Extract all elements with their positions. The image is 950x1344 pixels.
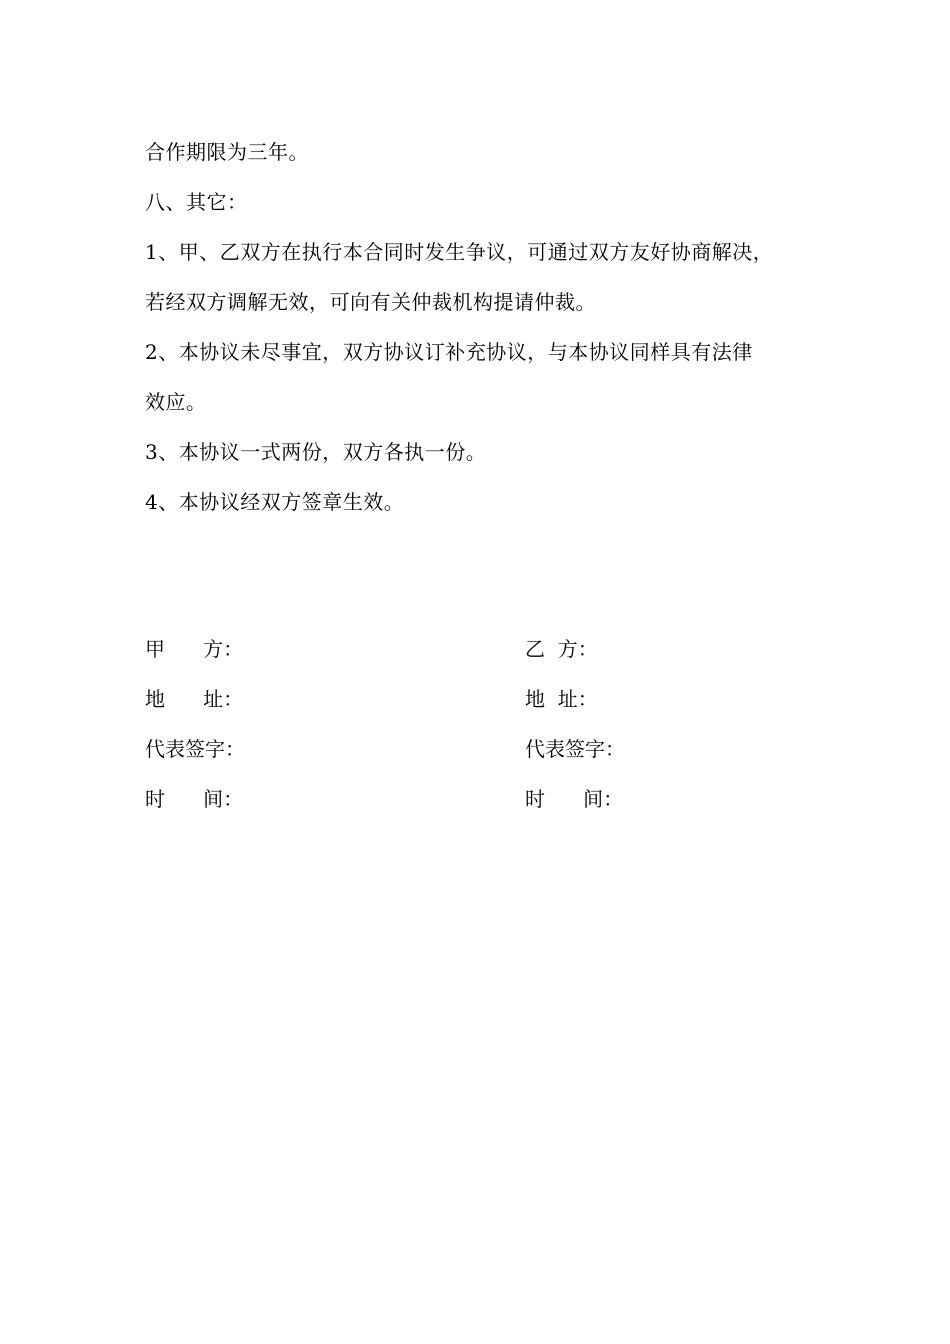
party-b-date-label: 时 间： bbox=[525, 787, 624, 811]
party-a-label: 甲 方： bbox=[145, 637, 244, 661]
party-b-signer-label: 代表签字： bbox=[525, 737, 625, 761]
term-sentence: 合作期限为三年。 bbox=[145, 140, 309, 164]
party-b-address-label: 地 址： bbox=[525, 687, 598, 711]
party-a-signature-block bbox=[145, 634, 245, 834]
clause-2-line-2: 效应。 bbox=[145, 390, 207, 414]
party-b-label: 乙 方： bbox=[525, 637, 598, 661]
clause-1-line-2: 若经双方调解无效，可向有关仲裁机构提请仲裁。 bbox=[145, 290, 596, 314]
party-a-address-label: 地 址： bbox=[145, 687, 244, 711]
clause-4: 4、本协议经双方签章生效。 bbox=[145, 490, 405, 514]
party-a-signer-label: 代表签字： bbox=[145, 737, 245, 761]
party-a-date-label: 时 间： bbox=[145, 787, 244, 811]
clause-2-line-1: 2、本协议未尽事宜，双方协议订补充协议，与本协议同样具有法律 bbox=[145, 340, 753, 364]
clause-1-line-1: 1、甲、乙双方在执行本合同时发生争议，可通过双方友好协商解决， bbox=[145, 240, 774, 264]
section-heading-other: 八、其它： bbox=[145, 190, 248, 214]
clause-3: 3、本协议一式两份，双方各执一份。 bbox=[145, 440, 487, 464]
agreement-body bbox=[145, 134, 845, 534]
party-b-signature-block bbox=[525, 634, 625, 834]
